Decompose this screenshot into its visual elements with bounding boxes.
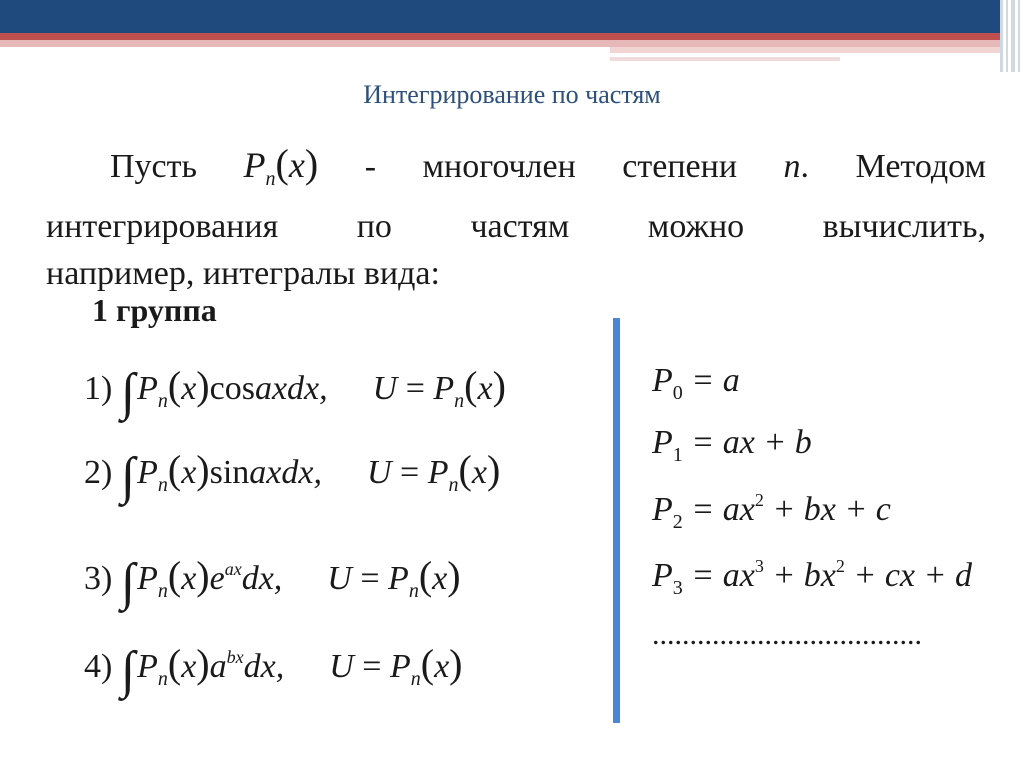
- integral-icon: ∫: [120, 642, 136, 699]
- intro-line-2: интегрирования по частям можно вычислить,: [46, 208, 986, 245]
- polynomial-p1: $P_1$ = ax + b: [652, 424, 812, 466]
- integral-icon: ∫: [120, 364, 136, 421]
- intro-end: . Методом: [800, 148, 987, 185]
- degree-variable: n: [783, 148, 801, 185]
- header-bar-pink-accent-2: [610, 57, 840, 61]
- header-bar-pink-accent: [610, 47, 1000, 53]
- header-bar-pink: [0, 40, 1000, 47]
- header-bar-blue: [0, 0, 1000, 33]
- formula-1: 1) $\int P_n(x)cosaxdx$, $U = P_n(x)$: [84, 363, 506, 421]
- group-title: 1 группа: [92, 292, 217, 328]
- vertical-divider: [613, 318, 620, 723]
- polynomial-p0: $P_0 = a$: [652, 362, 740, 404]
- integral-icon: ∫: [120, 448, 136, 505]
- integral-icon: ∫: [120, 554, 136, 611]
- formula-2: 2) $\int P_n(x)sinaxdx$, $U = P_n(x)$: [84, 447, 501, 505]
- polynomial-p3: $P_3 = ax^3 + bx^2$ + cx + d: [652, 556, 972, 599]
- formula-3: 3) $\int P_n(x)e^{ax}dx$, $U = P_n(x)$: [84, 553, 461, 611]
- intro-line-1: [46, 140, 986, 203]
- slide-title: Интегрирование по частям: [363, 80, 661, 109]
- continuation-dots: ....................................: [652, 618, 922, 651]
- intro-line-3: например, интегралы вида:: [46, 255, 440, 292]
- header-edge-stripes: [998, 0, 1024, 72]
- intro-suffix: - многочлен степени: [364, 148, 738, 185]
- intro-paragraph: [46, 140, 986, 297]
- header-bar-red: [0, 33, 1000, 40]
- formula-4: 4) $\int P_n(x)a^{bx}dx$, $U = P_n(x)$: [84, 641, 463, 699]
- polynomial-p2: $P_2 = ax^2$ + bx + c: [652, 490, 891, 533]
- polynomial-symbol: $P_n(x)$: [243, 141, 319, 190]
- intro-prefix: Пусть: [110, 148, 198, 185]
